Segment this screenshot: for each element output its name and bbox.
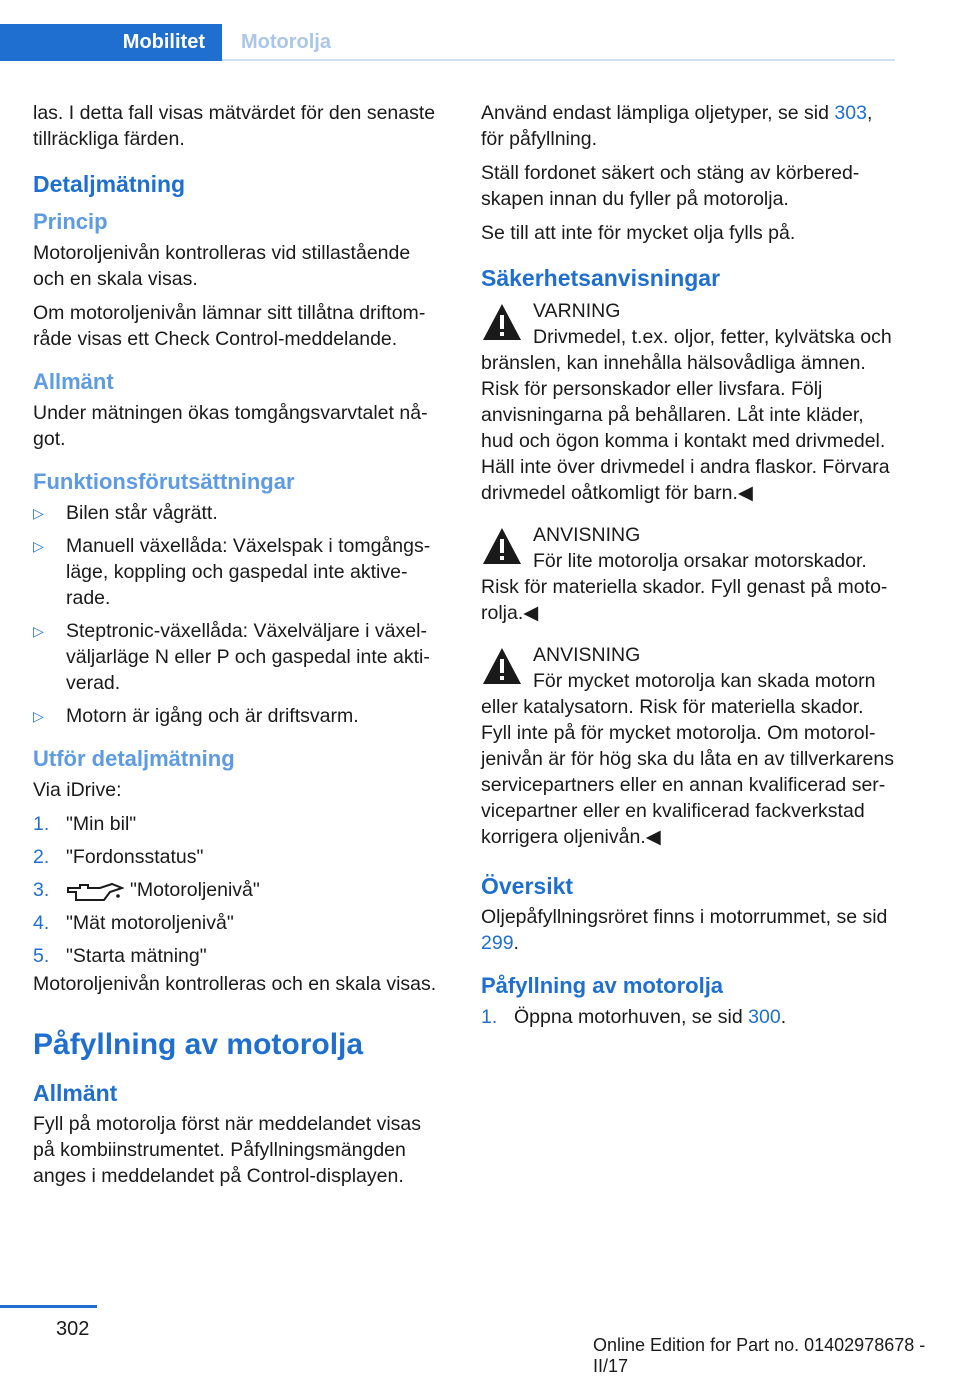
warning-label: VARNING	[533, 300, 621, 322]
triangle-bullet-icon: ▷	[33, 708, 44, 724]
triangle-bullet-icon: ▷	[33, 505, 44, 521]
overfill-paragraph: Se till att inte för mycket olja fylls på.	[481, 222, 796, 244]
notice-text: För mycket motorolja kan skada motorn eller katalysatorn. Risk för materiella skador. Fyll inte på för mycket motorolja. Om motoroljenivån är för hög ska du låta en av tillverkarens servicepartners eller en annan kvalificerad servicepartner eller en kvalificerad fackverkstad korrigera oljenivån.◀	[481, 670, 894, 848]
list-item: 4. "Mät motoroljenivå"	[33, 912, 234, 934]
princip-paragraph-1: Motoroljenivån kontrolleras vid stillastående och en skala visas.	[33, 242, 411, 290]
heading-sakerhetsanvisningar: Säkerhetsanvisningar	[481, 265, 721, 291]
warning-triangle-icon	[481, 646, 523, 686]
triangle-bullet-icon: ▷	[33, 538, 44, 554]
allmant-2-paragraph: Fyll på motorolja först när meddelandet visas på kombiinstrumentet. Påfyllningsmängden anges i meddelandet på Control-displayen.	[33, 1113, 422, 1187]
oil-types-paragraph: Använd endast lämpliga oljetyper, se sid 303, för påfyllning.	[481, 102, 873, 150]
list-item: ▷ Motorn är igång och är driftsvarm.	[33, 705, 359, 727]
after-steps-paragraph: Motoroljenivån kontrolleras och en skala visas.	[33, 973, 437, 995]
fill-steps-list	[481, 1004, 899, 1030]
page-link-300[interactable]: 300	[748, 1006, 781, 1028]
heading-oversikt: Översikt	[481, 873, 574, 899]
tab-motorolja[interactable]: Motorolja	[241, 31, 331, 53]
warning-triangle-icon	[481, 302, 523, 342]
page-link-303[interactable]: 303	[834, 102, 867, 124]
allmant-paragraph: Under mätningen ökas tomgångsvarvtalet något.	[33, 402, 428, 450]
page-number-rule	[0, 1305, 97, 1308]
page-number: 302	[56, 1318, 90, 1340]
left-column	[33, 100, 443, 1197]
list-item: 1. Öppna motorhuven, se sid 300.	[481, 1006, 787, 1028]
oversikt-paragraph: Oljepåfyllningsröret finns i motorrummet, se sid 299.	[481, 906, 888, 954]
header-rule	[222, 59, 895, 61]
heading-pafyllning-right: Påfyllning av motorolja	[481, 973, 724, 998]
heading-funktionsforutsattningar: Funktionsförutsättningar	[33, 469, 295, 494]
intro-paragraph: las. I detta fall visas mätvärdet för den senaste tillräckliga färden.	[33, 102, 436, 150]
warning-block	[481, 298, 899, 506]
list-item: 3. "Motoroljenivå"	[33, 879, 260, 901]
list-item: 1. "Min bil"	[33, 813, 137, 835]
warning-text: Drivmedel, t.ex. oljor, fetter, kylvätska och bränslen, kan innehålla hälsovådliga ämnen. Risk för personskador eller livsfara. Följ anvisningarna på behållaren. Låt inte kläder, hud och ögon komma i kontakt med drivmedel. Häll inte över drivmedel i andra flaskor. Förvara drivmedel oåtkomligt för barn.◀	[481, 326, 892, 504]
notice-text: För lite motorolja orsakar motorskador. Risk för materiella skador. Fyll genast på motorolja.◀	[481, 550, 888, 624]
heading-utfor-detaljmatning: Utför detaljmätning	[33, 746, 235, 771]
princip-paragraph-2: Om motoroljenivån lämnar sitt tillåtna driftområde visas ett Check Control-meddelande.	[33, 302, 426, 350]
via-idrive: Via iDrive:	[33, 779, 122, 801]
heading-pafyllning: Påfyllning av motorolja	[33, 1028, 364, 1061]
conditions-list	[33, 500, 443, 729]
heading-allmant: Allmänt	[33, 369, 114, 394]
heading-detaljmatning: Detaljmätning	[33, 171, 186, 197]
notice-label: ANVISNING	[533, 644, 641, 666]
list-item: 2. "Fordonsstatus"	[33, 846, 204, 868]
list-item: ▷ Bilen står vågrätt.	[33, 502, 218, 524]
heading-allmant-2: Allmänt	[33, 1080, 118, 1106]
park-paragraph: Ställ fordonet säkert och stäng av körberedskapen innan du fyller på motorolja.	[481, 162, 860, 210]
triangle-bullet-icon: ▷	[33, 623, 44, 639]
list-item: 5. "Starta mätning"	[33, 945, 207, 967]
oil-can-icon	[66, 880, 124, 902]
notice-block	[481, 642, 899, 850]
heading-princip: Princip	[33, 209, 108, 234]
steps-list	[33, 811, 443, 969]
chapter-header	[0, 24, 895, 61]
notice-label: ANVISNING	[533, 524, 641, 546]
right-column	[481, 100, 899, 1038]
page-link-299[interactable]: 299	[481, 932, 514, 954]
notice-block	[481, 522, 899, 626]
edition-footer: Online Edition for Part no. 01402978678 - II/17	[593, 1335, 926, 1376]
tab-mobilitet[interactable]: Mobilitet	[0, 24, 222, 61]
list-item: ▷ Manuell växellåda: Växelspak i tomgångsläge, koppling och gaspedal inte aktiverade.	[33, 535, 431, 609]
list-item: ▷ Steptronic-växellåda: Växelväljare i växelväljarläge N eller P och gaspedal inte aktiverad.	[33, 620, 430, 694]
warning-triangle-icon	[481, 526, 523, 566]
